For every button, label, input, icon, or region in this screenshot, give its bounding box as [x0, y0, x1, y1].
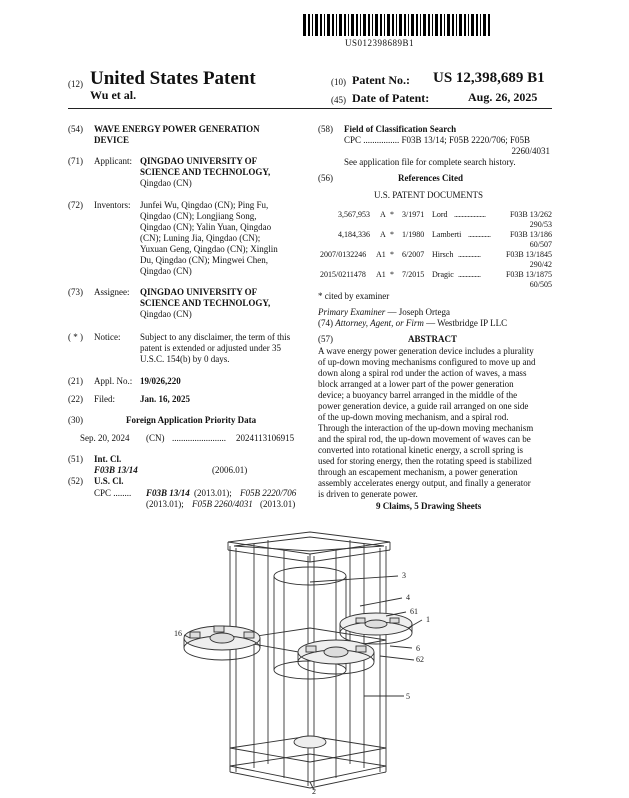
- ref-date: 7/2015: [402, 270, 425, 279]
- notice-line-2: patent is extended or adjusted under 35: [140, 343, 281, 353]
- filed-date: Jan. 16, 2025: [140, 394, 191, 404]
- notice-label: Notice:: [94, 332, 121, 342]
- reference-row: [318, 250, 554, 270]
- cpc-year-3: (2013.01): [260, 499, 296, 509]
- code-57: (57): [318, 334, 333, 344]
- inventor-line-1: Junfei Wu, Qingdao (CN); Ping Fu,: [140, 200, 269, 210]
- inventor-line-4: (CN); Luning Jia, Qingdao (CN);: [140, 233, 261, 243]
- code-73: (73): [68, 287, 83, 297]
- priority-country: (CN): [146, 433, 165, 443]
- primary-examiner: [318, 307, 450, 318]
- uscl-label: U.S. Cl.: [94, 476, 124, 486]
- patent-heading: United States Patent: [90, 68, 256, 89]
- code-notice: ( * ): [68, 332, 83, 342]
- ref-kind: A: [380, 210, 386, 219]
- ref-number: 3,567,953: [338, 210, 370, 219]
- ref-star: *: [390, 210, 394, 219]
- classification-title: Field of Classification Search: [344, 124, 457, 134]
- inventor-line-6: Du, Qingdao (CN); Mingwei Chen,: [140, 255, 268, 265]
- code-74: (74): [318, 318, 333, 328]
- abstract-line: Through the interaction of the up-down moving mechanism: [318, 423, 534, 433]
- assignee-2: SCIENCE AND TECHNOLOGY,: [140, 298, 271, 308]
- abstract-line: block arranged at a lower part of the power generation: [318, 379, 514, 389]
- ref-subclass: 290/42: [529, 260, 552, 269]
- ref-dots: .....................: [454, 210, 486, 219]
- ref-name: Lamberti: [432, 230, 462, 239]
- applicant-label: Applicant:: [94, 156, 132, 166]
- abstract-line: A wave energy power generation device includes a plurality: [318, 346, 534, 356]
- code-58: (58): [318, 124, 333, 134]
- code-71: (71): [68, 156, 83, 166]
- ref-subclass: 60/507: [529, 240, 552, 249]
- barcode-graphic: [303, 14, 493, 36]
- label-4: 4: [406, 593, 410, 602]
- invention-title-2: DEVICE: [94, 135, 130, 145]
- cpc-year-1: (2013.01);: [194, 488, 232, 498]
- assignee-label: Assignee:: [94, 287, 130, 297]
- intcl-class: F03B 13/14: [94, 465, 138, 475]
- abstract-line: power generation device, a guide rail arranged on one side: [318, 401, 529, 411]
- ref-number: 2015/0211478: [320, 270, 366, 279]
- classification-cpc: CPC ................ F03B 13/14; F05B 2220/706; F05B: [344, 135, 531, 145]
- applicant-1: QINGDAO UNIVERSITY OF: [140, 156, 258, 166]
- inventor-line-2: Qingdao (CN); Longjiang Song,: [140, 211, 257, 221]
- device-illustration: [150, 520, 480, 795]
- inventor-short: Wu et al.: [90, 88, 137, 102]
- label-61: 61: [410, 607, 418, 616]
- cpc-class-2: F05B 2220/706: [240, 488, 297, 498]
- filed-label: Filed:: [94, 394, 116, 404]
- patent-number: US 12,398,689 B1: [433, 70, 545, 86]
- ref-kind: A1: [376, 270, 386, 279]
- ref-number: 4,184,336: [338, 230, 370, 239]
- label-2: 2: [312, 787, 316, 795]
- abstract-line: down along a spiral rod under the action of waves, a mass: [318, 368, 527, 378]
- ref-dots: ...............: [468, 230, 491, 239]
- code-56: (56): [318, 173, 333, 183]
- assignee-1: QINGDAO UNIVERSITY OF: [140, 287, 258, 297]
- cpc-class-1: F03B 13/14: [146, 488, 190, 498]
- label-3: 3: [402, 571, 406, 580]
- appl-no: 19/026,220: [140, 376, 181, 386]
- code-72: (72): [68, 200, 83, 210]
- ref-number: 2007/0132246: [320, 250, 367, 259]
- reference-row: [318, 210, 554, 230]
- code-45: (45): [331, 95, 346, 105]
- examiner-label: Primary Examiner: [318, 307, 386, 317]
- header-divider: [68, 108, 552, 109]
- code-21: (21): [68, 376, 83, 386]
- notice-line-3: U.S.C. 154(b) by 0 days.: [140, 354, 230, 364]
- priority-number: 2024113106915: [236, 433, 295, 443]
- code-51: (51): [68, 454, 83, 464]
- ref-kind: A: [380, 230, 386, 239]
- code-30: (30): [68, 415, 83, 425]
- cpc-label: CPC ........: [94, 488, 132, 498]
- abstract-line: is driven to generate power.: [318, 489, 418, 499]
- priority-date: Sep. 20, 2024: [80, 433, 130, 443]
- ref-class: F03B 13/186: [509, 230, 552, 239]
- code-52: (52): [68, 476, 83, 486]
- label-5: 5: [406, 692, 410, 701]
- classification-cpc-2: 2260/4031: [511, 146, 550, 156]
- ref-star: *: [390, 250, 394, 259]
- abstract-line: through an escapement mechanism, a power generation: [318, 467, 518, 477]
- label-1: 1: [426, 615, 430, 624]
- notice-line-1: Subject to any disclaimer, the term of this: [140, 332, 291, 342]
- label-6: 6: [416, 644, 420, 653]
- code-10: (10): [331, 77, 346, 87]
- abstract-line: of the up-down moving mechanism, and a spiral rod.: [318, 412, 509, 422]
- barcode-number: US012398689B1: [345, 38, 415, 48]
- ref-class: F03B 13/1875: [505, 270, 552, 279]
- ref-star: *: [390, 270, 394, 279]
- date-label: Date of Patent:: [352, 91, 430, 105]
- ref-name: Lord: [432, 210, 448, 219]
- patent-no-label: Patent No.:: [352, 73, 410, 87]
- priority-title: Foreign Application Priority Data: [126, 415, 257, 425]
- ref-date: 3/1971: [402, 210, 425, 219]
- us-patent-docs: U.S. PATENT DOCUMENTS: [374, 190, 484, 200]
- intcl-label: Int. Cl.: [94, 454, 122, 464]
- ref-subclass: 60/505: [529, 280, 552, 289]
- abstract-body: [318, 346, 552, 500]
- ref-name: Dragic: [432, 270, 454, 279]
- examiner-name: — Joseph Ortega: [387, 307, 450, 317]
- ref-dots: ...............: [458, 250, 481, 259]
- abstract-line: of up-down moving mechanisms configured to move up and: [318, 357, 536, 367]
- claims-summary: 9 Claims, 5 Drawing Sheets: [376, 501, 482, 511]
- abstract-title: ABSTRACT: [408, 334, 458, 344]
- inventors-label: Inventors:: [94, 200, 131, 210]
- inventor-line-7: Qingdao (CN): [140, 266, 192, 276]
- left-column: [68, 124, 308, 524]
- reference-row: [318, 230, 554, 250]
- label-16: 16: [174, 629, 182, 638]
- ref-class: F03B 13/1845: [505, 250, 552, 259]
- code-22: (22): [68, 394, 83, 404]
- attorney-name: — Westbridge IP LLC: [426, 318, 508, 328]
- right-column: [318, 124, 554, 514]
- attorney-line: [318, 318, 507, 329]
- inventor-line-5: Yuxuan Geng, Qingdao (CN); Xinglin: [140, 244, 278, 254]
- appl-no-label: Appl. No.:: [94, 376, 133, 386]
- patent-date: Aug. 26, 2025: [468, 90, 538, 104]
- applicant-3: Qingdao (CN): [140, 178, 192, 188]
- ref-dots: ...............: [458, 270, 481, 279]
- ref-date: 6/2007: [402, 250, 425, 259]
- ref-name: Hirsch: [432, 250, 454, 259]
- invention-title-1: WAVE ENERGY POWER GENERATION: [94, 124, 260, 134]
- abstract-line: used for storing energy, then the rotating speed is stabilized: [318, 456, 532, 466]
- ref-subclass: 290/53: [529, 220, 552, 229]
- assignee-3: Qingdao (CN): [140, 309, 192, 319]
- code-12: (12): [68, 79, 83, 89]
- inventor-line-3: Qingdao (CN); Yalin Yuan, Qingdao: [140, 222, 272, 232]
- applicant-2: SCIENCE AND TECHNOLOGY,: [140, 167, 271, 177]
- code-54: (54): [68, 124, 83, 134]
- cited-by-examiner: * cited by examiner: [318, 291, 390, 301]
- abstract-line: assembly accelerates energy output, and finally a generator: [318, 478, 531, 488]
- priority-dots: ........................: [172, 433, 226, 443]
- patent-drawing: [150, 520, 480, 795]
- search-history-note: See application file for complete search history.: [344, 157, 516, 167]
- ref-kind: A1: [376, 250, 386, 259]
- ref-date: 1/1980: [402, 230, 425, 239]
- reference-row: [318, 270, 554, 290]
- abstract-line: and the spiral rod, the up-down movement of waves can be: [318, 434, 531, 444]
- label-62: 62: [416, 655, 424, 664]
- attorney-label: Attorney, Agent, or Firm: [335, 318, 424, 328]
- abstract-line: device; a buoyancy barrel arranged in the middle of the: [318, 390, 518, 400]
- cpc-class-3: F05B 2260/4031: [192, 499, 253, 509]
- cpc-year-2: (2013.01);: [146, 499, 184, 509]
- barcode: [303, 14, 493, 36]
- references-title: References Cited: [398, 173, 464, 183]
- intcl-year: (2006.01): [212, 465, 248, 475]
- ref-class: F03B 13/262: [509, 210, 552, 219]
- ref-star: *: [390, 230, 394, 239]
- abstract-line: converted into rotational kinetic energy, a scroll spring is: [318, 445, 523, 455]
